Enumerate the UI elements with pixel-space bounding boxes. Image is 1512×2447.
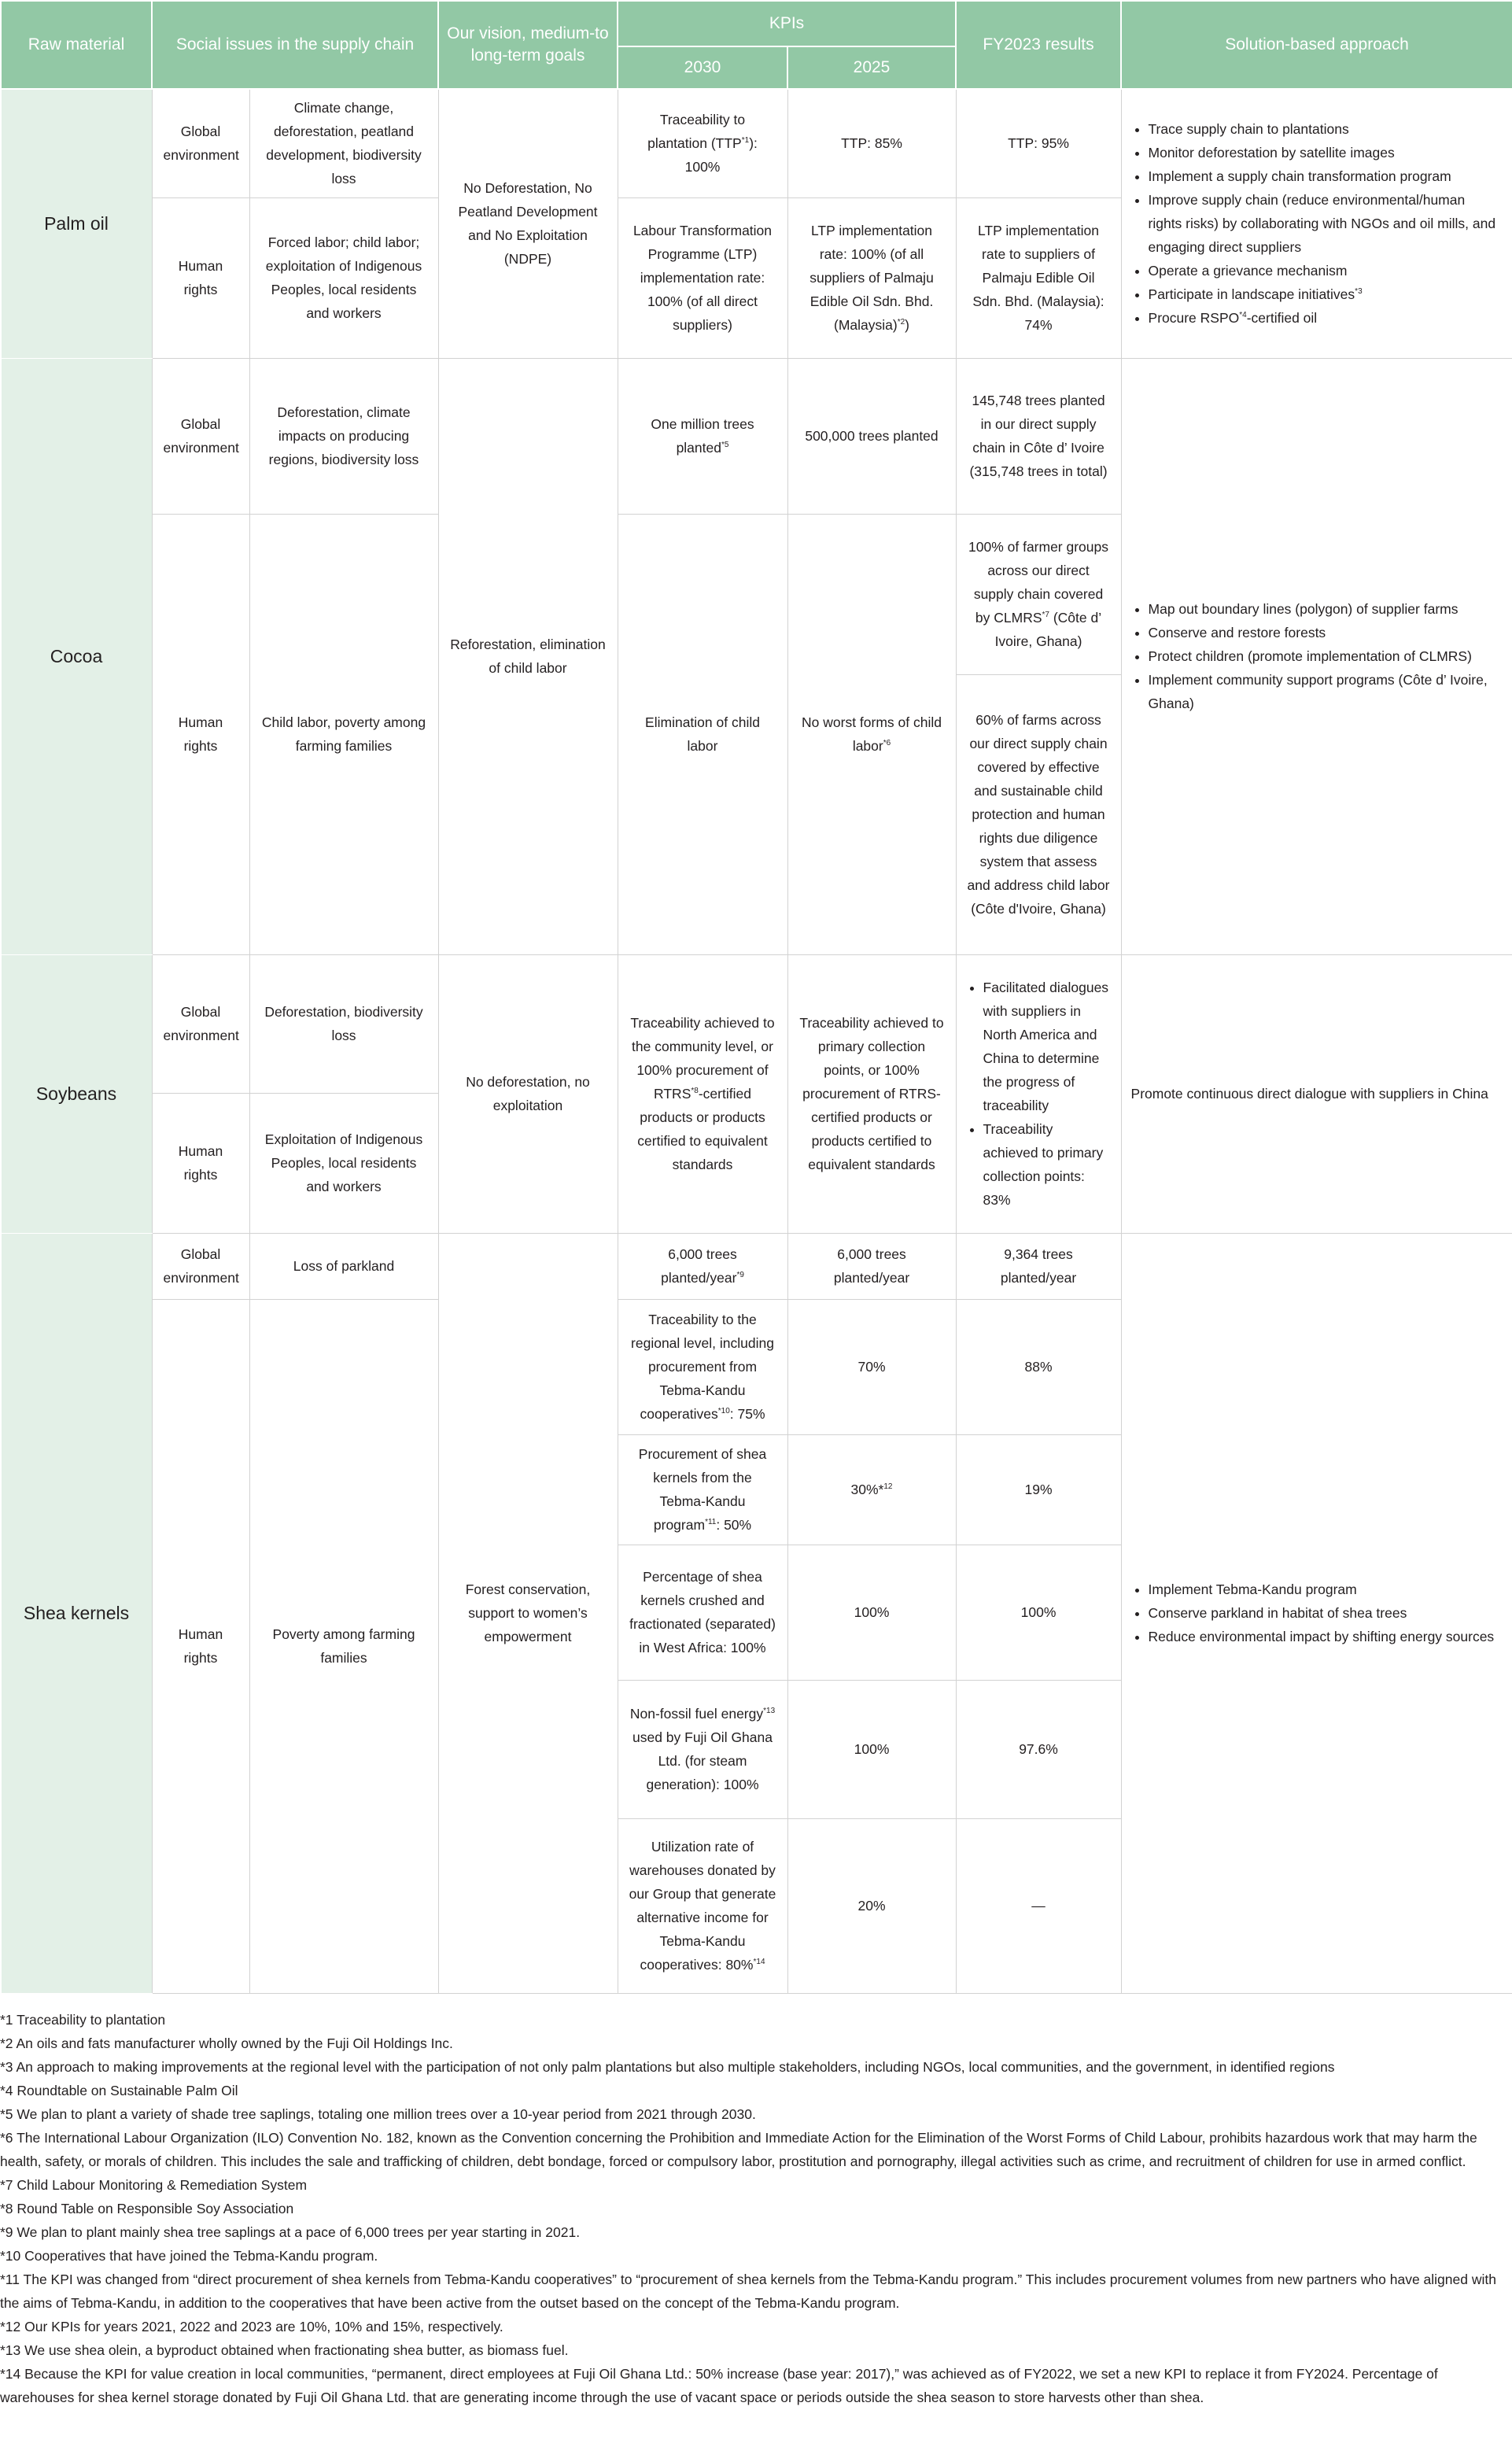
shea-k2-fy2023: 88% (956, 1299, 1121, 1434)
cocoa-kpi2-fy2023-a: 100% of farmer groups across our direct supply chain covered by CLMRS$^{*7}$ (Côte d’ Ivoire, Ghana) (956, 514, 1121, 674)
footnote: *14 Because the KPI for value creation in local communities, “permanent, direct employees at Fuji Oil Ghana Ltd.: 50% increase (base year: 2017),” was achieved as of FY2022, we set a new KPI to replace it from FY2024. Percentage of warehouses for shea kernel storage donated by Fuji Oil Ghana Ltd. that are generating income through the use of vacant space or periods outside the shea season to store harvests other than shea. (0, 2366, 1438, 2405)
palm-kpi1-fy2023: TTP: 95% (956, 89, 1121, 197)
header-raw-material: Raw material (1, 1, 152, 89)
list-item: • Conserve parkland in habitat of shea trees (1149, 1601, 1502, 1625)
list-item: • Trace supply chain to plantations (1149, 117, 1502, 141)
material-palm-oil: Palm oil (1, 89, 152, 358)
shea-k6-fy2023: — (956, 1818, 1121, 1993)
list-item: • Implement community support programs (Côte d’ Ivoire, Ghana) (1149, 668, 1502, 715)
category-human-rights: Human rights (152, 514, 249, 954)
palm-kpi2-2030: Labour Transformation Programme (LTP) implementation rate: 100% (of all direct suppliers) (618, 197, 787, 358)
footnote: *4 Roundtable on Sustainable Palm Oil (0, 2083, 238, 2098)
palm-solution-list (1133, 117, 1502, 330)
list-item: • Monitor deforestation by satellite images (1149, 141, 1502, 164)
soy-kpi-2030: Traceability achieved to the community level, or 100% procurement of RTRS$^{*8}$-certified products or products certified to equivalent standards (618, 954, 787, 1233)
list-item: • Improve supply chain (reduce environmental/human rights risks) by collaborating with NGOs and oil mills, and engaging direct suppliers (1149, 188, 1502, 259)
list-item: • Reduce environmental impact by shifting energy sources (1149, 1625, 1502, 1648)
cocoa-kpi1-fy2023: 145,748 trees planted in our direct supply chain in Côte d’ Ivoire (315,748 trees in total) (956, 358, 1121, 514)
shea-solution-list (1133, 1578, 1502, 1648)
header-2025: 2025 (787, 46, 956, 89)
soy-fy2023 (956, 954, 1121, 1233)
shea-k1-2030: 6,000 trees planted/year$^{*9}$ (618, 1233, 787, 1299)
shea-k3-2025: 30%*$^{12}$ (787, 1434, 956, 1545)
cocoa-kpi2-2030: Elimination of child labor (618, 514, 787, 954)
cocoa-kpi2-fy2023-b: 60% of farms across our direct supply chain covered by effective and sustainable child protection and human rights due diligence system that assess and address child labor (Côte d'Ivoire, Ghana) (956, 674, 1121, 954)
list-item: • Conserve and restore forests (1149, 621, 1502, 644)
category-human-rights: Human rights (152, 1093, 249, 1233)
footnote: *6 The International Labour Organization (ILO) Convention No. 182, known as the Convention concerning the Prohibition and Immediate Action for the Elimination of the Worst Forms of Child Labour, prohibits hazardous work that may harm the health, safety, or morals of children. This includes the sale and trafficking of children, debt bondage, forced or compulsory labor, prostitution and pornography, illegal activities such as crime, and recruitment of children for use in armed conflict. (0, 2130, 1477, 2169)
palm-kpi1-2025: TTP: 85% (787, 89, 956, 197)
category-global-environment: Global environment (152, 954, 249, 1093)
footnote: *8 Round Table on Responsible Soy Association (0, 2201, 294, 2216)
palm-global-issue: Climate change, deforestation, peatland development, biodiversity loss (249, 89, 438, 197)
list-item: • Participate in landscape initiatives$^{*3}$ (1149, 282, 1502, 306)
footnote: *7 Child Labour Monitoring & Remediation System (0, 2177, 308, 2193)
shea-k4-fy2023: 100% (956, 1545, 1121, 1680)
shea-human-issue: Poverty among farming families (249, 1299, 438, 1993)
palm-human-issue: Forced labor; child labor; exploitation of Indigenous Peoples, local residents and workers (249, 197, 438, 358)
cocoa-kpi2-2025: No worst forms of child labor$^{*6}$ (787, 514, 956, 954)
list-item: • Operate a grievance mechanism (1149, 259, 1502, 282)
shea-k4-2030: Percentage of shea kernels crushed and fractionated (separated) in West Africa: 100% (618, 1545, 787, 1680)
shea-global-issue: Loss of parkland (249, 1233, 438, 1299)
category-global-environment: Global environment (152, 1233, 249, 1299)
cocoa-kpi1-2030: One million trees planted$^{*5}$ (618, 358, 787, 514)
shea-solutions (1121, 1233, 1512, 1993)
shea-k3-fy2023: 19% (956, 1434, 1121, 1545)
header-vision: Our vision, medium-to long-term goals (438, 1, 618, 89)
soy-vision: No deforestation, no exploitation (438, 954, 618, 1233)
footnotes (0, 2008, 1512, 2409)
cocoa-vision: Reforestation, elimination of child labor (438, 358, 618, 954)
material-cocoa: Cocoa (1, 358, 152, 954)
header-2030: 2030 (618, 46, 787, 89)
header-solution: Solution-based approach (1121, 1, 1512, 89)
palm-kpi1-2030: Traceability to plantation (TTP$^{*1}$): 100% (618, 89, 787, 197)
category-human-rights: Human rights (152, 1299, 249, 1993)
cocoa-kpi1-2025: 500,000 trees planted (787, 358, 956, 514)
list-item: • Facilitated dialogues with suppliers in North America and China to determine the progress of traceability (983, 976, 1110, 1117)
shea-k3-2030: Procurement of shea kernels from the Tebma-Kandu program$^{*11}$: 50% (618, 1434, 787, 1545)
soy-global-issue: Deforestation, biodiversity loss (249, 954, 438, 1093)
footnote: *5 We plan to plant a variety of shade tree saplings, totaling one million trees over a 10-year period from 2021 through 2030. (0, 2106, 756, 2122)
material-shea-kernels: Shea kernels (1, 1233, 152, 1993)
shea-k5-2025: 100% (787, 1680, 956, 1818)
list-item: • Map out boundary lines (polygon) of supplier farms (1149, 597, 1502, 621)
cocoa-solutions (1121, 358, 1512, 954)
palm-kpi2-fy2023: LTP implementation rate to suppliers of Palmaju Edible Oil Sdn. Bhd. (Malaysia): 74% (956, 197, 1121, 358)
footnote: *11 The KPI was changed from “direct procurement of shea kernels from Tebma-Kandu cooperatives” to “procurement of shea kernels from the Tebma-Kandu program.” This includes procurement volumes from new partners who have aligned with the aims of Tebma-Kandu, in addition to the cooperatives that have been active from the outset based on the concept of the Tebma-Kandu program. (0, 2272, 1496, 2311)
soy-human-issue: Exploitation of Indigenous Peoples, local residents and workers (249, 1093, 438, 1233)
shea-k6-2025: 20% (787, 1818, 956, 1993)
cocoa-human-issue: Child labor, poverty among farming families (249, 514, 438, 954)
shea-k1-2025: 6,000 trees planted/year (787, 1233, 956, 1299)
soy-kpi-2025: Traceability achieved to primary collection points, or 100% procurement of RTRS-certified products or products certified to equivalent standards (787, 954, 956, 1233)
header-kpis: KPIs (618, 1, 956, 46)
footnote: *10 Cooperatives that have joined the Tebma-Kandu program. (0, 2248, 378, 2264)
shea-k5-fy2023: 97.6% (956, 1680, 1121, 1818)
footnote: *1 Traceability to plantation (0, 2012, 166, 2028)
footnote: *9 We plan to plant mainly shea tree saplings at a pace of 6,000 trees per year starting in 2021. (0, 2224, 581, 2240)
shea-k2-2030: Traceability to the regional level, including procurement from Tebma-Kandu cooperatives$^{*10}$: 75% (618, 1299, 787, 1434)
header-social-issues: Social issues in the supply chain (152, 1, 438, 89)
cocoa-global-issue: Deforestation, climate impacts on producing regions, biodiversity loss (249, 358, 438, 514)
shea-k6-2030: Utilization rate of warehouses donated by our Group that generate alternative income for Tebma-Kandu cooperatives: 80%$^{*14}$ (618, 1818, 787, 1993)
soy-solution: Promote continuous direct dialogue with suppliers in China (1121, 954, 1512, 1233)
footnote: *3 An approach to making improvements at the regional level with the participation of not only palm plantations but also multiple stakeholders, including NGOs, local communities, and the government, in identified regions (0, 2059, 1335, 2075)
footnote: *12 Our KPIs for years 2021, 2022 and 2023 are 10%, 10% and 15%, respectively. (0, 2319, 503, 2334)
material-soybeans: Soybeans (1, 954, 152, 1233)
palm-kpi2-2025: LTP implementation rate: 100% (of all suppliers of Palmaju Edible Oil Sdn. Bhd. (Malaysia)$^{*2}$) (787, 197, 956, 358)
list-item: • Implement Tebma-Kandu program (1149, 1578, 1502, 1601)
cocoa-solution-list (1133, 597, 1502, 715)
shea-vision: Forest conservation, support to women’s empowerment (438, 1233, 618, 1993)
soy-fy2023-list (968, 976, 1110, 1212)
shea-k2-2025: 70% (787, 1299, 956, 1434)
list-item: • Procure RSPO$^{*4}$-certified oil (1149, 306, 1502, 330)
list-item: • Implement a supply chain transformation program (1149, 164, 1502, 188)
list-item: • Traceability achieved to primary collection points: 83% (983, 1117, 1110, 1212)
shea-k5-2030: Non-fossil fuel energy$^{*13}$ used by Fuji Oil Ghana Ltd. (for steam generation): 100% (618, 1680, 787, 1818)
category-global-environment: Global environment (152, 358, 249, 514)
category-human-rights: Human rights (152, 197, 249, 358)
palm-vision: No Deforestation, No Peatland Development and No Exploitation (NDPE) (438, 89, 618, 358)
palm-solutions (1121, 89, 1512, 358)
footnote: *13 We use shea olein, a byproduct obtained when fractionating shea butter, as biomass fuel. (0, 2342, 569, 2358)
category-global-environment: Global environment (152, 89, 249, 197)
footnote: *2 An oils and fats manufacturer wholly owned by the Fuji Oil Holdings Inc. (0, 2035, 453, 2051)
header-fy2023: FY2023 results (956, 1, 1121, 89)
shea-k4-2025: 100% (787, 1545, 956, 1680)
shea-k1-fy2023: 9,364 trees planted/year (956, 1233, 1121, 1299)
list-item: • Protect children (promote implementation of CLMRS) (1149, 644, 1502, 668)
